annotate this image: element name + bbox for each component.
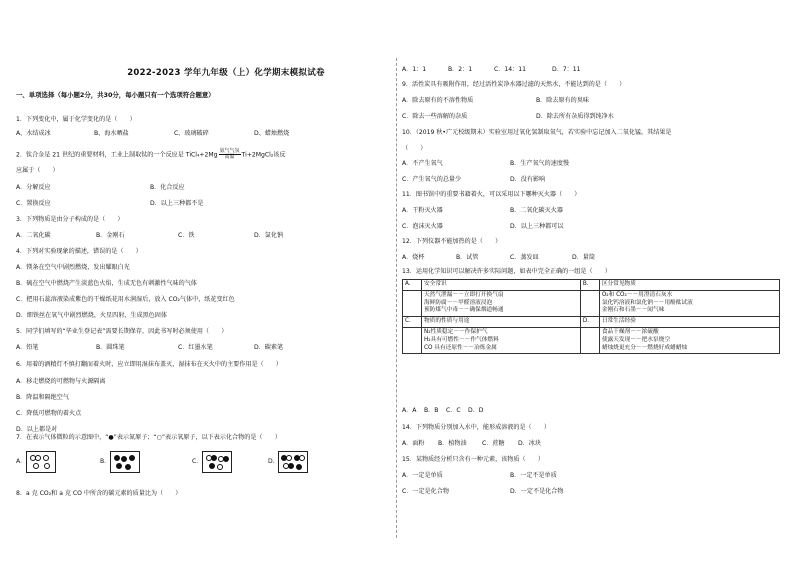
- q3-option-a: A．二氧化碳: [16, 232, 51, 239]
- q12-option-d: D．量筒: [572, 254, 595, 261]
- q1-option-d: D、蜡烛燃烧: [254, 130, 290, 137]
- q5-option-d: D．碳素笔: [254, 344, 284, 351]
- q7-diagram-b: [110, 451, 140, 473]
- section-heading: 一、单项选择（每小题2分，共30分，每小题只有一个选项符合题意）: [16, 91, 215, 99]
- question-2: [16, 149, 285, 160]
- q13-cell-b-head: B．: [580, 280, 599, 291]
- page-title: 2022-2023 学年九年级（上）化学期末模拟试卷: [127, 68, 325, 78]
- question-3: 3．下列物质是由分子构成的是（ ）: [16, 216, 124, 223]
- q9-option-d: D．除去所有杂质得到纯净水: [536, 113, 614, 120]
- q8-option-c: C．14：11: [494, 66, 526, 73]
- q13-option-b: B．B: [424, 407, 439, 414]
- q13-b-line: 氯化钙溶液和氯化钠－－用酚酞试液: [601, 299, 693, 306]
- q14-option-a: A．面粉: [402, 440, 425, 447]
- q15-option-c: C．一定是化合物: [402, 488, 449, 495]
- q1-option-a: A、水结成冰: [16, 130, 51, 137]
- question-10: 10．（2019 秋•广元校级期末）实验室用过氧化氢制取氧气，若实验中忘记加入二氧化锰，其结果是: [402, 129, 672, 136]
- oxygen-atom: [286, 455, 292, 461]
- q10-option-b: B．生产氧气的速度慢: [510, 160, 570, 167]
- q9-option-c: C．除去一些溶解的杂质: [402, 113, 468, 120]
- q12-option-b: B．试管: [456, 254, 479, 261]
- q4-option-d: D．细铁丝在氧气中剧烈燃烧，火星四射，生成黑色固体: [16, 312, 167, 319]
- nitrogen-atom: [125, 464, 131, 470]
- q13-cell-b-title: 区分常见物质: [599, 280, 779, 291]
- q9-option-b: B．除去原有的臭味: [536, 97, 589, 104]
- q13-option-d: D．D: [468, 407, 484, 414]
- q5-option-b: B．圆珠笔: [96, 344, 125, 351]
- oxygen-atom: [35, 455, 41, 461]
- q13-spacer: [580, 290, 599, 316]
- nitrogen-atom: [211, 455, 217, 461]
- q13-spacer: [580, 327, 599, 353]
- question-15: 15．某物质经分析只含有一种元素，该物质（ ）: [402, 456, 544, 463]
- q13-d-line: 使露天发现－－把水泵烧空: [601, 336, 671, 343]
- q13-table: [402, 279, 780, 354]
- q11-option-c: C．泡沫灭火器: [402, 223, 443, 230]
- question-10-cont: （ ）: [402, 145, 427, 152]
- q4-option-a: A．镁条在空气中剧烈燃烧，发出耀眼白光: [16, 264, 130, 271]
- q6-option-d: D．以上都是对: [16, 426, 58, 433]
- q13-cell-d-body: [599, 327, 779, 353]
- q15-option-b: B．一定不是单质: [510, 472, 557, 479]
- q7-label-c: C．: [192, 458, 203, 465]
- q13-cell-d-head: D．: [580, 317, 599, 328]
- q13-spacer: [403, 290, 422, 316]
- q1-option-b: B、海水晒盐: [94, 130, 129, 137]
- q13-a-line: 天然气泄漏－－立即打开换气扇: [424, 291, 504, 298]
- q3-option-c: C．铁: [178, 232, 195, 239]
- q3-option-b: B．金刚石: [96, 232, 125, 239]
- q12-option-c: C．蒸发皿: [510, 254, 539, 261]
- q5-option-a: A．铅笔: [16, 344, 39, 351]
- q10-option-d: D．没有影响: [510, 176, 546, 183]
- oxygen-atom: [217, 464, 223, 470]
- q2-condition-top: 氩气气氛: [219, 148, 240, 154]
- q2-option-d: D．以上三种都不是: [150, 200, 204, 207]
- q7-diagram-a: [26, 451, 56, 473]
- q4-option-c: C．把用石蕊溶液染成紫色的干燥纸花用水润湿后，放入 CO₂气体中，纸花变红色: [16, 296, 235, 303]
- nitrogen-atom: [223, 456, 229, 462]
- question-9: 9．活性炭具有吸附作用，经过活性炭净水器过滤的天然水，不能达到的是（ ）: [402, 81, 626, 88]
- q13-d-line: 食品干燥剂－－浓硫酸: [601, 328, 659, 335]
- q14-option-d: D．冰块: [518, 440, 541, 447]
- question-12: 12．下列仪器不能加热的是（ ）: [402, 238, 502, 245]
- q13-cell-c-head: C．: [403, 317, 422, 328]
- q4-option-b: B．硫在空气中燃烧产生淡蓝色火焰，生成无色有刺激性气味的气体: [16, 280, 197, 287]
- nitrogen-atom: [129, 455, 135, 461]
- oxygen-atom: [33, 463, 39, 469]
- q13-d-line: 蜡烛烧更充分－－燃烧好成蜡蜡烛: [601, 344, 688, 351]
- q13-c-line: CO 具有还原性－－冶炼金属: [424, 344, 497, 351]
- q6-option-b: B．降温和隔绝空气: [16, 394, 69, 401]
- q2-condition-bottom: 高温: [224, 154, 235, 160]
- q3-option-d: D．氯化钠: [254, 232, 284, 239]
- nitrogen-atom: [116, 463, 122, 469]
- question-4: 4．下列对实验现象的描述，错误的是（ ）: [16, 248, 142, 255]
- nitrogen-atom: [209, 463, 215, 469]
- q7-label-d: D．: [268, 458, 279, 465]
- question-14: 14．下列物质分别加入水中，能形成溶液的是（ ）: [402, 424, 550, 431]
- q13-cell-a-head: A．: [403, 280, 422, 291]
- q13-a-line: 预防煤气中毒－－确保烟道畅通: [424, 307, 504, 314]
- q10-option-c: C．产生氧气的总量少: [402, 176, 462, 183]
- question-13: 13．运用化学知识可以解决许多实际问题，如表中完全正确的一组是（ ）: [402, 268, 611, 275]
- q9-option-a: A．除去原有的不溶性物质: [402, 97, 474, 104]
- nitrogen-atom: [288, 463, 294, 469]
- q11-option-d: D．以上三种都可以: [510, 223, 564, 230]
- q2-option-a: A．分解反应: [16, 184, 51, 191]
- nitrogen-atom: [114, 455, 120, 461]
- q2-text-a: 2．钛合金是 21 世纪的重要材料，工业上制取钛的一个反应是 TiCl₄+2Mg: [16, 151, 218, 159]
- oxygen-atom: [43, 455, 49, 461]
- q13-b-line: O₂和 CO₂－－用澄清石灰水: [601, 291, 673, 298]
- q13-cell-a-title: 安全常识: [422, 280, 581, 291]
- column-divider: [396, 58, 397, 538]
- q10-option-a: A．不产生氧气: [402, 160, 443, 167]
- q11-option-a: A．干粉灭火器: [402, 207, 443, 214]
- q5-option-c: C．红墨水笔: [178, 344, 213, 351]
- left-column: [16, 0, 388, 562]
- q14-option-b: B．植物油: [438, 440, 467, 447]
- q2-condition: [219, 149, 241, 160]
- q7-diagram-c: [202, 451, 232, 473]
- q8-option-d: D．7：11: [552, 66, 581, 73]
- q12-option-a: A．烧杯: [402, 254, 425, 261]
- q13-cell-b-body: [599, 290, 779, 316]
- nitrogen-atom: [296, 464, 302, 470]
- question-6: 6．用着的酒精灯不慎打翻而着火时，应立即用湿抹布盖灭，湿抹布在灭火中的主要作用是（ ）: [16, 361, 282, 368]
- question-5: 5．同学们填写的“毕业生登记表”需要长期保存，因此书写时必须使用（ ）: [16, 328, 228, 335]
- oxygen-atom: [299, 455, 305, 461]
- q7-label-b: B．: [100, 458, 111, 465]
- q13-cell-c-body: [422, 327, 581, 353]
- q2-option-b: B．化合反应: [150, 184, 185, 191]
- q6-option-c: C．降低可燃物的着火点: [16, 410, 82, 417]
- q11-option-b: B．二氧化碳灭火器: [510, 207, 563, 214]
- q13-cell-d-title: 日常生活经验: [599, 317, 779, 328]
- q1-option-c: C、玻璃破碎: [174, 130, 209, 137]
- q8-option-a: A．1：1: [402, 66, 427, 73]
- q13-a-line: 海鲜防腐－－甲醛溶液浸泡: [424, 299, 493, 306]
- question-8: 8．a 克 CO₂和 a 克 CO 中所含的碳元素的质量比为（ ）: [16, 490, 182, 497]
- q13-b-line: 金刚石和石墨－－闻气味: [601, 307, 665, 314]
- right-column: [402, 0, 774, 562]
- q13-option-a: A．A: [402, 407, 417, 414]
- q13-c-line: H₂具有可燃性－－作气体燃料: [424, 336, 499, 343]
- q13-cell-a-body: [422, 290, 581, 316]
- q8-option-b: B．2：1: [448, 66, 473, 73]
- q7-diagram-d: [278, 451, 308, 473]
- question-2-cont: 应属于（ ）: [16, 167, 59, 174]
- question-7: 7．在表示气体微粒的示意图中，“●”表示氮原子；“○”表示氧原子，以下表示化合物的是（ ）: [16, 434, 281, 441]
- question-11: 11．图书馆中的重要书籍着火，可以采用以下哪种灭火器（ ）: [402, 191, 581, 198]
- q15-option-a: A．一定是单质: [402, 472, 443, 479]
- q13-spacer: [403, 327, 422, 353]
- q6-option-a: A．移走燃烧的可燃物与火源隔离: [16, 378, 106, 385]
- question-1: 1．下列变化中，属于化学变化的是（ ）: [16, 116, 136, 123]
- oxygen-atom: [44, 463, 50, 469]
- q13-option-c: C．C: [446, 407, 461, 414]
- q13-cell-c-title: 物质的性质与用途: [422, 317, 581, 328]
- nitrogen-atom: [121, 456, 127, 462]
- q14-option-c: C．蔗糖: [482, 440, 505, 447]
- q7-label-a: A．: [16, 458, 27, 465]
- q2-option-c: C．置换反应: [16, 200, 51, 207]
- q13-c-line: N₂性质稳定－－作保护气: [424, 328, 488, 335]
- q2-text-b: Ti+2MgCl₂该反: [241, 151, 286, 159]
- q15-option-d: D．一定不是化合物: [510, 488, 564, 495]
